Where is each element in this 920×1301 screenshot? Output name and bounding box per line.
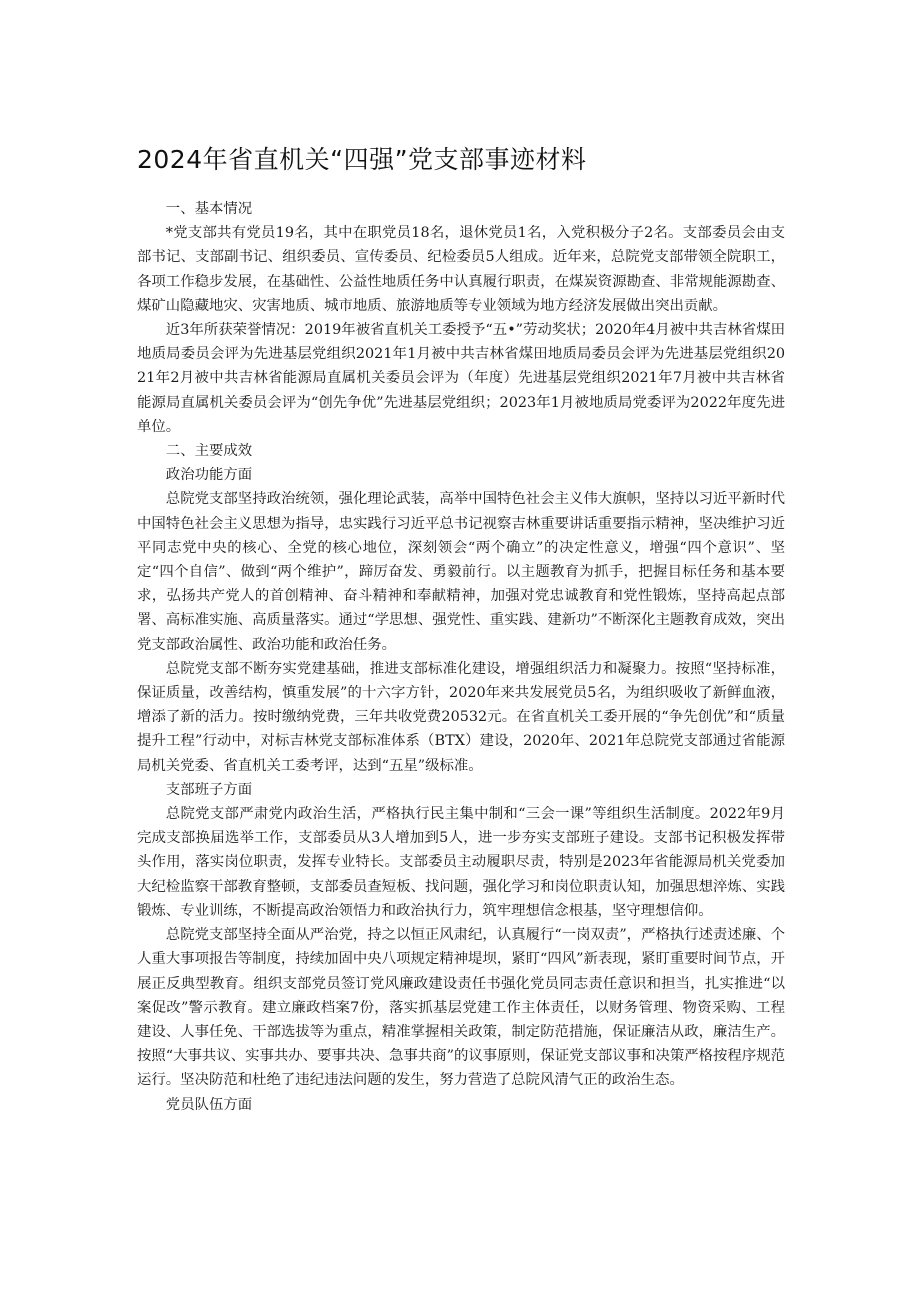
paragraph-strict-governance: 总院党支部坚持全面从严治党，持之以恒正风肃纪，认真履行“一岗双责”，严格执行述责述廉、个人重大事项报告等制度，持续加固中央八项规定精神堤坝，紧盯“四风”新表现，紧盯重要时间节点，开展正反典型教育。组织支部党员签订党风廉政建设责任书强化党员同志责任意识和担当，扎实推进“以案促改”警示教育。建立廉政档案7份，落实抓基层党建工作主体责任，以财务管理、物资采购、工程建设、人事任免、干部选拔等为重点，精准掌握相关政策，制定防范措施，保证廉洁从政，廉洁生产。按照“大事共议、实事共办、要事共决、急事共商”的议事原则，保证党支部议事和决策严格按程序规范运行。坚决防范和杜绝了违纪违法问题的发生，努力营造了总院风清气正的政治生态。 (137, 927, 785, 1089)
document-title: 2024年省直机关“四强”党支部事迹材料 (137, 145, 587, 174)
paragraph-honors: 近3年所获荣誉情况：2019年被省直机关工委授予“五•”劳动奖状；2020年4月被中共吉林省煤田地质局委员会评为先进基层党组织2021年1月被中共吉林省煤田地质局委员会评为先进基层党组织2021年2月被中共吉林省能源局直属机关委员会评为（年度）先进基层党组织2021年7月被中共吉林省能源局直属机关委员会评为“创先争优”先进基层党组织；2023年1月被地质局党委评为2022年度先进单位。 (137, 322, 785, 435)
subheading-party-members: 党员队伍方面 (165, 1096, 253, 1113)
subheading-political-function: 政治功能方面 (165, 467, 253, 484)
section-heading-basic-info: 一、基本情况 (165, 201, 253, 217)
paragraph-organizational-life: 总院党支部严肃党内政治生活，严格执行民主集中制和“三会一课”等组织生活制度。2022年9月完成支部换届选举工作，支部委员从3人增加到5人，进一步夯实支部班子建设。支部书记积极发挥带头作用，落实岗位职责，发挥专业特长。支部委员主动履职尽责，特别是2023年省能源局机关党委加大纪检监察干部教育整顿，支部委员查短板、找问题，强化学习和岗位职责认知，加强思想淬炼、实践锻炼、专业训练，不断提高政治领悟力和政治执行力，筑牢理想信念根基，坚守理想信仰。 (137, 806, 785, 919)
paragraph-political-leadership: 总院党支部坚持政治统领，强化理论武装，高举中国特色社会主义伟大旗帜，坚持以习近平新时代中国特色社会主义思想为指导，忠实践行习近平总书记视察吉林重要讲话重要指示精神，坚决维护习近平同志党中央的核心、全党的核心地位，深刻领会“两个确立”的决定性意义，增强“四个意识”、坚定“四个自信”、做到“两个维护”，蹄厉奋发、勇毅前行。以主题教育为抓手，把握目标任务和基本要求，弘扬共产党人的首创精神、奋斗精神和奉献精神，加强对党忠诚教育和党性锻炼，坚持高起点部署、高标准实施、高质量落实。通过“学思想、强党性、重实践、建新功”不断深化主题教育成效，突出党支部政治属性、政治功能和政治任务。 (137, 491, 785, 653)
document-body (137, 197, 785, 1117)
subheading-branch-leadership: 支部班子方面 (165, 781, 253, 798)
paragraph-party-building-foundation: 总院党支部不断夯实党建基础，推进支部标准化建设，增强组织活力和凝聚力。按照“坚持标准，保证质量，改善结构，慎重发展”的十六字方针，2020年来共发展党员5名，为组织吸收了新鲜血液，增添了新的活力。按时缴纳党费，三年共收党费20532元。在省直机关工委开展的“争先创优”和“质量提升工程”行动中，对标吉林党支部标准体系（BTX）建设，2020年、2021年总院党支部通过省能源局机关党委、省直机关工委考评，达到“五星”级标准。 (137, 660, 785, 774)
paragraph-party-branch-overview: *党支部共有党员19名，其中在职党员18名，退休党员1名，入党积极分子2名。支部委员会由支部书记、支部副书记、组织委员、宣传委员、纪检委员5人组成。近年来，总院党支部带领全院职工，各项工作稳步发展，在基础性、公益性地质任务中认真履行职责，在煤炭资源勘查、非常规能源勘查、煤矿山隐藏地灾、灾害地质、城市地质、旅游地质等专业领域为地方经济发展做出突出贡献。 (137, 225, 785, 314)
section-heading-main-results: 二、主要成效 (165, 443, 253, 460)
